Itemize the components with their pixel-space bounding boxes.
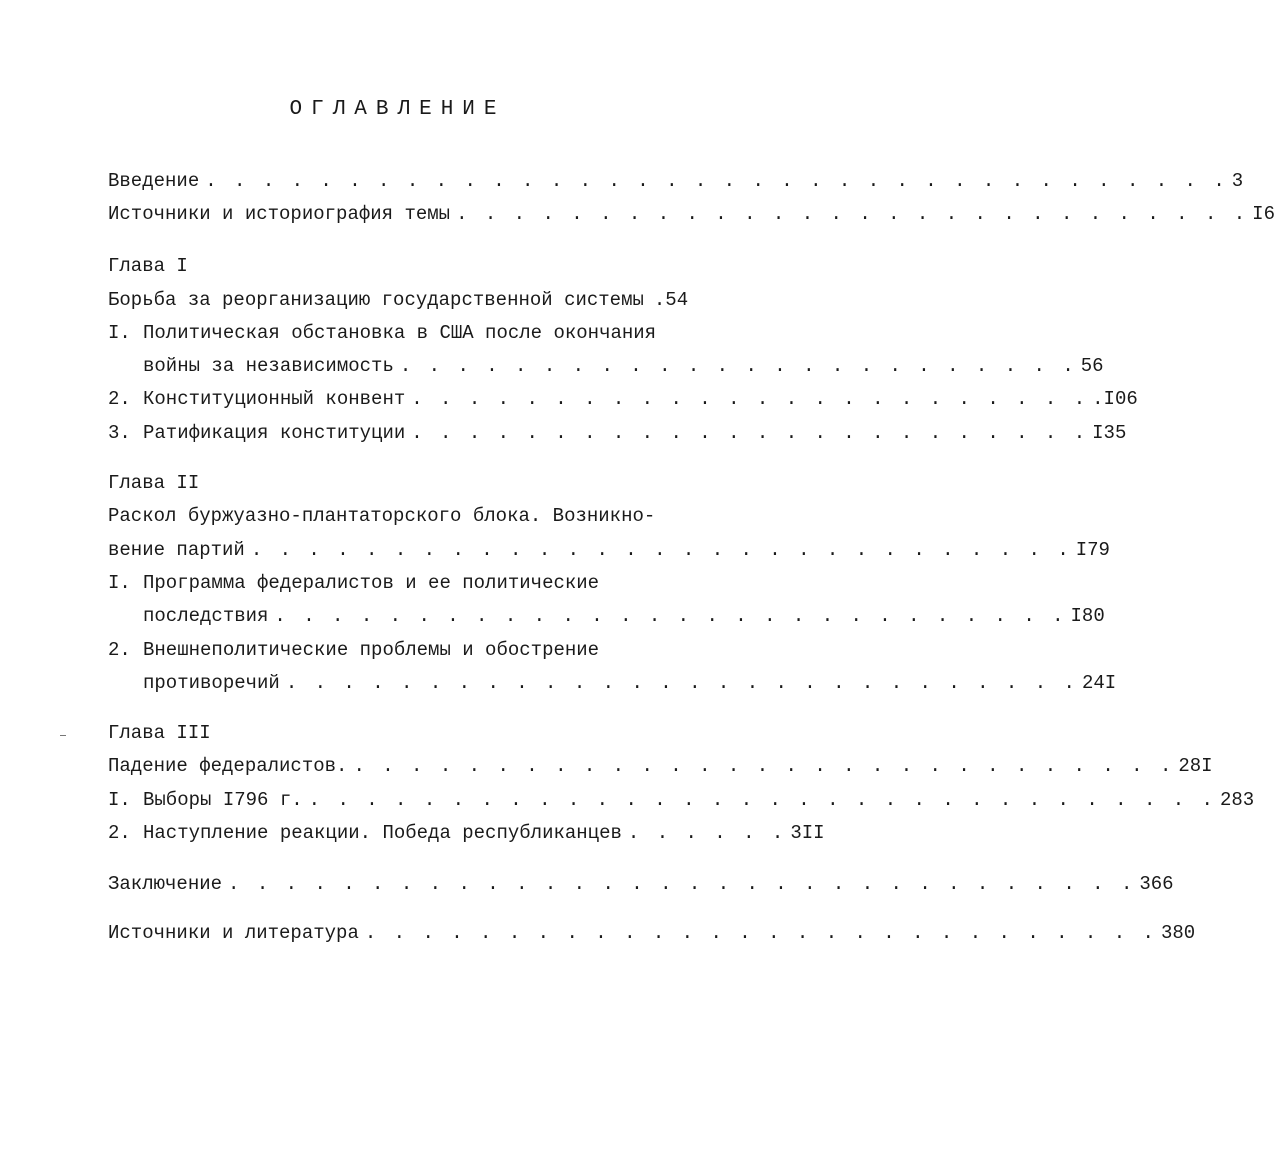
chapter-2-heading: Глава II xyxy=(108,472,200,494)
section-number: I. xyxy=(108,322,131,344)
chapter-1-heading: Глава I xyxy=(108,255,188,277)
leader-dots: . . . . . . . . . . . . . . . . . . . . . . . . xyxy=(399,355,1077,377)
entry-text: войны за независимость xyxy=(143,355,394,377)
chapter-3-title xyxy=(108,752,1213,780)
entry-page: I80 xyxy=(1070,605,1105,627)
entry-text: Внешнеполитические проблемы и обострение xyxy=(143,639,600,661)
entry-text: последствия xyxy=(143,605,269,627)
section-number: 2. xyxy=(108,388,131,410)
entry-text: Раскол буржуазно-плантаторского блока. Возникно- xyxy=(108,505,656,527)
section-number: 2. xyxy=(108,822,131,844)
chapter-3-heading: Глава III xyxy=(108,722,211,744)
chapter-1-section-1-line-2 xyxy=(143,352,1104,380)
chapter-1-title xyxy=(108,286,689,314)
chapter-2-section-2-line-2 xyxy=(143,669,1117,697)
entry-text: противоречий xyxy=(143,672,280,694)
entry-text: Конституционный конвент xyxy=(143,388,406,410)
entry-page: .54 xyxy=(653,289,689,311)
entry-page: I35 xyxy=(1092,422,1127,444)
entry-text: Борьба за реорганизацию государственной системы xyxy=(108,289,644,311)
entry-page: 24I xyxy=(1081,672,1117,694)
entry-page: 380 xyxy=(1160,922,1196,944)
leader-dots: . . . . . . . . . . . . . . . . . . . . . . . . . . . . xyxy=(456,203,1249,225)
toc-entry-conclusion xyxy=(108,870,1174,898)
toc-entry-sources-literature xyxy=(108,919,1196,947)
entry-page: 283 xyxy=(1219,789,1255,811)
chapter-1-section-1-line-1 xyxy=(108,319,674,347)
entry-text: Программа федералистов и ее политические xyxy=(143,572,600,594)
section-number: I. xyxy=(108,789,131,811)
chapter-2-section-1-line-1 xyxy=(108,569,674,597)
entry-text: Ратификация конституции xyxy=(143,422,406,444)
chapter-3-section-1 xyxy=(108,786,1255,814)
entry-page: .I06 xyxy=(1092,388,1138,410)
toc-entry-introduction xyxy=(108,167,1244,195)
leader-dots: . . . . . . . . . . . . . . . . . . . . . . . . xyxy=(411,388,1089,410)
leader-dots: . . . . . . . . . . . . . . . . . . . . . . . . xyxy=(411,422,1089,444)
entry-page: 56 xyxy=(1080,355,1104,377)
chapter-2-title-line-1 xyxy=(108,502,674,530)
entry-page: 28I xyxy=(1178,755,1213,777)
section-number: I. xyxy=(108,572,131,594)
leader-dots: . . . . . . xyxy=(627,822,787,844)
leader-dots: . . . . . . . . . . . . . . . . . . . . . . . . . . . . . xyxy=(353,755,1175,777)
chapter-3-section-2 xyxy=(108,819,825,847)
leader-dots: . . . . . . . . . . . . . . . . . . . . . . . . . . . . . . . . . . . . xyxy=(205,170,1228,192)
entry-text: вение партий xyxy=(108,539,245,561)
leader-dots: . . . . . . . . . . . . . . . . . . . . . . . . . . . . . . . . xyxy=(308,789,1216,811)
leader-dots: . . . . . . . . . . . . . . . . . . . . . . . . . . . . xyxy=(364,922,1157,944)
entry-text: Введение xyxy=(108,170,200,192)
entry-page: 366 xyxy=(1139,873,1174,895)
entry-text: Источники и историография темы xyxy=(108,203,451,225)
section-number: 2. xyxy=(108,639,131,661)
entry-text: Выборы I796 г. xyxy=(143,789,303,811)
entry-page: I6 xyxy=(1252,203,1275,225)
chapter-2-section-2-line-1 xyxy=(108,636,674,664)
entry-text: Наступление реакции. Победа республиканцев xyxy=(143,822,622,844)
entry-text: Заключение xyxy=(108,873,223,895)
entry-page: 3 xyxy=(1231,170,1244,192)
entry-text: Политическая обстановка в США после окончания xyxy=(143,322,657,344)
scan-speck xyxy=(60,735,66,736)
toc-entry-sources-historiography xyxy=(108,200,1275,228)
chapter-1-section-2 xyxy=(108,385,1138,413)
entry-text: Источники и литература xyxy=(108,922,359,944)
entry-text: Падение федералистов. xyxy=(108,755,348,777)
chapter-1-section-3 xyxy=(108,419,1127,447)
page-title: ОГЛАВЛЕНИЕ xyxy=(289,98,506,121)
leader-dots: . . . . . . . . . . . . . . . . . . . . . . . . . . . . xyxy=(274,605,1067,627)
section-number: 3. xyxy=(108,422,131,444)
entry-page: I79 xyxy=(1075,539,1110,561)
entry-page: 3II xyxy=(790,822,825,844)
chapter-2-title-line-2 xyxy=(108,536,1110,564)
chapter-2-section-1-line-2 xyxy=(143,602,1105,630)
leader-dots: . . . . . . . . . . . . . . . . . . . . . . . . . . . . . xyxy=(250,539,1072,561)
leader-dots: . . . . . . . . . . . . . . . . . . . . . . . . . . . . . . . . xyxy=(228,873,1136,895)
leader-dots: . . . . . . . . . . . . . . . . . . . . . . . . . . . . xyxy=(285,672,1078,694)
